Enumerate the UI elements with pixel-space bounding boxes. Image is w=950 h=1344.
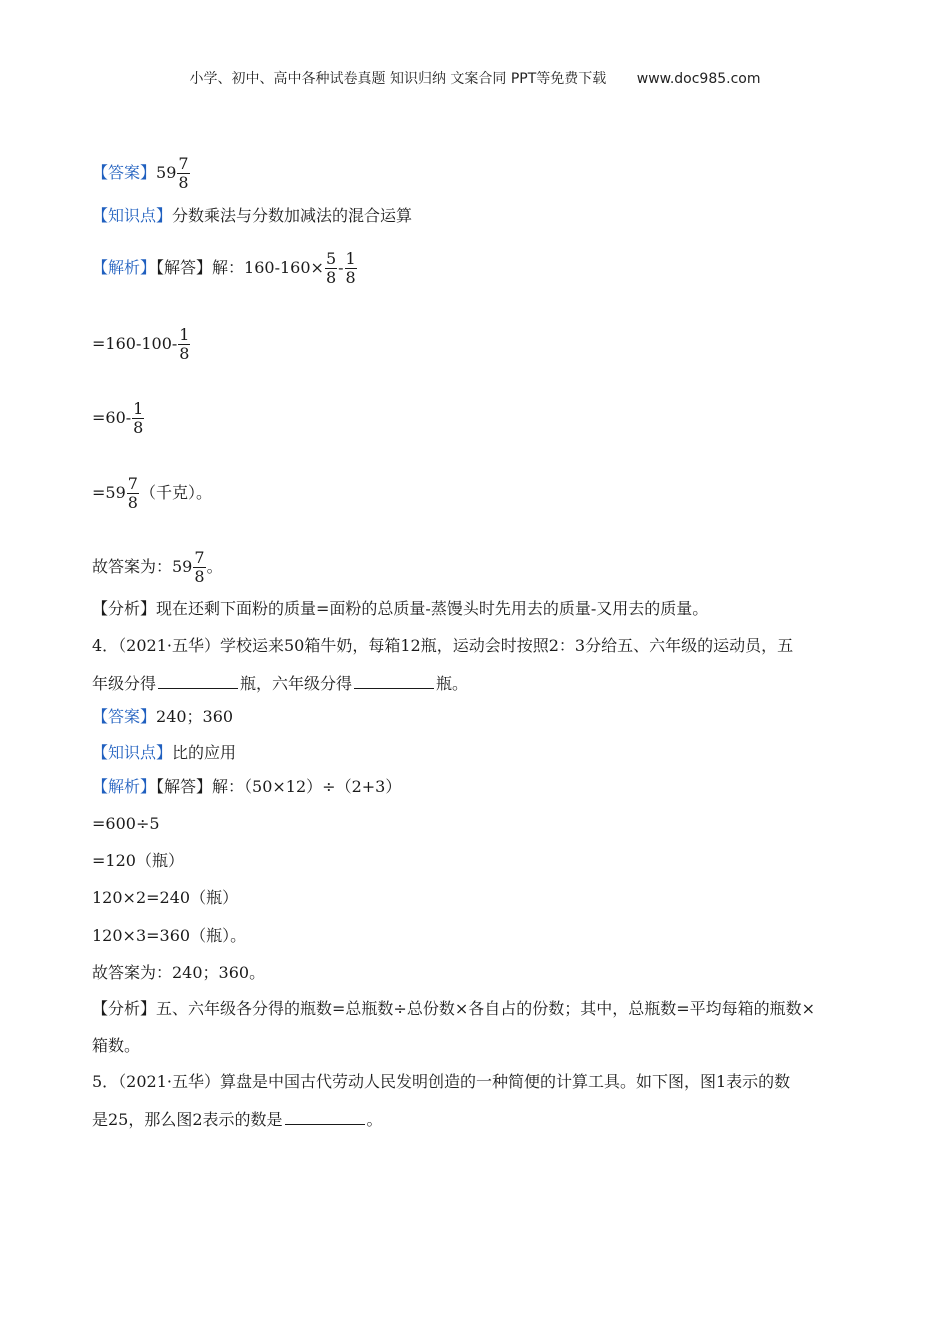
answer-tag: 【答案】 [92,707,157,726]
q5-line-2 [92,1108,383,1131]
answer-tag: 【答案】 [92,163,157,182]
q4-step-4 [92,925,246,947]
q4-fenxi-2: 箱数。 [92,1036,141,1055]
q4-knowledge-line [92,742,236,764]
fraction-denominator: 8 [178,173,189,192]
q4-text-2c: 瓶。 [436,674,469,693]
q4-answer: 240；360 [156,707,234,726]
q3-step-1 [92,326,191,363]
q3-step-2 [92,400,145,437]
fraction-numerator: 1 [179,325,190,344]
q4-text-2b: 瓶，六年级分得 [240,674,353,693]
q4-final: 故答案为：240；360。 [92,963,266,982]
q3-step-3 [92,475,212,512]
fraction-numerator: 7 [194,548,205,567]
analysis-tag: 【解析】 [92,777,157,796]
fraction-numerator: 5 [325,249,337,268]
q4-step-3 [92,887,238,909]
knowledge-tag: 【知识点】 [92,206,173,225]
q3-sol-fraction-2 [345,250,357,287]
q4-knowledge: 比的应用 [172,743,237,762]
analysis-tag: 【解析】 [92,258,157,277]
q4-blank-2 [354,672,434,689]
q5-text-2b: 。 [366,1110,383,1129]
q3-answer-whole: 59 [156,163,177,182]
q5-text-1: 5．（2021·五华）算盘是中国古代劳动人民发明创造的一种简便的计算工具。如下图，图1表示的数 [92,1072,791,1091]
fraction-denominator: 8 [325,268,337,287]
q3-step3-fraction [127,475,139,512]
q3-knowledge-line [92,205,412,227]
q3-answer-line [92,155,191,192]
q4-s1: =600÷5 [92,814,160,833]
q3-step1-fraction [178,326,190,363]
q3-fenxi-line [92,598,708,620]
q3-step2-fraction [132,400,144,437]
fraction-numerator: 1 [133,399,144,418]
q3-final-fraction [193,549,205,586]
q3-final-text: 故答案为：59 [92,557,193,576]
q4-line-1 [92,635,793,657]
q4-text-2a: 年级分得 [92,674,157,693]
q3-step3-text: =59 [92,483,126,502]
page-header [0,68,950,88]
q4-step-1 [92,813,160,835]
fraction-denominator: 8 [133,418,144,437]
solution-tag: 【解答】 [156,258,213,277]
q3-step2-text: =60- [92,408,132,427]
q4-line-2 [92,672,468,695]
q5-line-1 [92,1071,790,1093]
q3-sol-minus: - [338,258,344,277]
q4-fenxi-line-1 [92,998,815,1020]
q3-solution-line [92,250,358,287]
q3-fenxi: 现在还剩下面粉的质量=面粉的总质量-蒸馒头时先用去的质量-又用去的质量。 [156,599,709,618]
q4-fenxi-line-2 [92,1035,140,1057]
q4-s4: 120×3=360（瓶）。 [92,926,247,945]
q4-sol: 解：（50×12）÷（2+3） [212,777,402,796]
q4-s2: =120（瓶） [92,851,184,870]
fenxi-tag: 【分析】 [92,599,157,618]
fraction-denominator: 8 [127,493,138,512]
q3-final-end: 。 [206,557,223,576]
q3-step3-unit: （千克）。 [139,483,212,502]
q4-step-2 [92,850,184,872]
knowledge-tag: 【知识点】 [92,743,173,762]
q4-final-line [92,962,265,984]
q3-sol-fraction-1 [325,250,337,287]
fraction-denominator: 8 [194,567,205,586]
fraction-numerator: 7 [127,474,138,493]
header-site[interactable]: www.doc985.com [636,71,761,87]
q3-sol-prefix: 解：160-160× [212,258,324,277]
solution-tag: 【解答】 [156,777,213,796]
header-text: 小学、初中、高中各种试卷真题 知识归纳 文案合同 PPT等免费下载 [189,71,607,87]
q3-answer-fraction [177,155,189,192]
q4-answer-line [92,706,233,728]
fraction-denominator: 8 [345,268,356,287]
q3-final-line [92,549,223,586]
q4-s3: 120×2=240（瓶） [92,888,239,907]
fraction-numerator: 1 [345,249,356,268]
q3-step1-text: =160-100- [92,334,178,353]
q4-blank-1 [158,672,238,689]
fenxi-tag: 【分析】 [92,999,157,1018]
q5-text-2a: 是25，那么图2表示的数是 [92,1110,283,1129]
fraction-numerator: 7 [178,154,189,173]
q4-text-1: 4．（2021·五华）学校运来50箱牛奶，每箱12瓶，运动会时按照2：3分给五、六年级的运动员，五 [92,636,794,655]
q4-fenxi-1: 五、六年级各分得的瓶数=总瓶数÷总份数×各自占的份数；其中，总瓶数=平均每箱的瓶数× [156,999,816,1018]
q4-solution-line [92,776,401,798]
q3-knowledge: 分数乘法与分数加减法的混合运算 [172,206,413,225]
fraction-denominator: 8 [179,344,190,363]
q5-blank [285,1108,365,1125]
